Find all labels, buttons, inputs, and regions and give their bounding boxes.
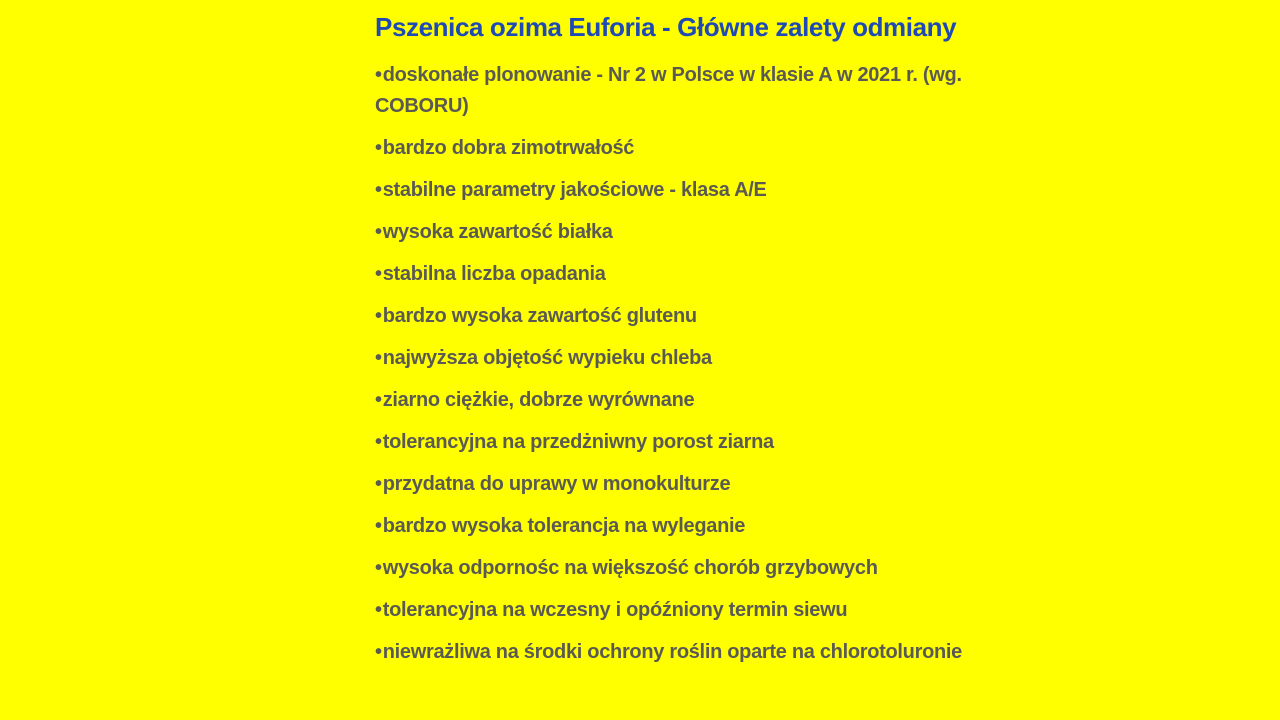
bullet-dot: • — [375, 179, 382, 201]
bullet-text: ziarno ciężkie, dobrze wyrównane — [382, 389, 695, 411]
bullet-text: niewrażliwa na środki ochrony roślin oparte na chlorotoluronie — [382, 641, 962, 663]
bullet-text: wysoka odpornośc na większość chorób grzybowych — [382, 557, 878, 579]
bullet-item — [375, 133, 1037, 164]
bullet-item — [375, 553, 1037, 584]
bullet-text: przydatna do uprawy w monokulturze — [382, 473, 731, 495]
bullet-dot: • — [375, 557, 382, 579]
bullet-dot: • — [375, 305, 382, 327]
bullet-dot: • — [375, 515, 382, 537]
bullet-text: tolerancyjna na wczesny i opóźniony termin siewu — [382, 599, 848, 621]
bullet-item — [375, 427, 1037, 458]
bullet-item — [375, 385, 1037, 416]
bullet-dot: • — [375, 263, 382, 285]
bullet-item — [375, 343, 1037, 374]
bullet-item — [375, 217, 1037, 248]
bullet-dot: • — [375, 473, 382, 495]
bullet-dot: • — [375, 641, 382, 663]
bullet-item — [375, 511, 1037, 542]
bullet-dot: • — [375, 64, 382, 86]
bullet-item — [375, 60, 1037, 122]
bullet-item — [375, 637, 1037, 668]
bullet-text: najwyższa objętość wypieku chleba — [382, 347, 712, 369]
bullet-text: bardzo wysoka zawartość glutenu — [382, 305, 697, 327]
bullet-item — [375, 175, 1037, 206]
bullet-item — [375, 595, 1037, 626]
bullet-item — [375, 469, 1037, 500]
bullet-text: wysoka zawartość białka — [382, 221, 613, 243]
bullet-text: tolerancyjna na przedżniwny porost ziarna — [382, 431, 774, 453]
bullet-item — [375, 301, 1037, 332]
page-title: Pszenica ozima Euforia - Główne zalety odmiany — [375, 12, 957, 42]
bullet-dot: • — [375, 389, 382, 411]
bullet-dot: • — [375, 599, 382, 621]
bullet-text: bardzo dobra zimotrwałość — [382, 137, 635, 159]
bullet-text: bardzo wysoka tolerancja na wyleganie — [382, 515, 746, 537]
bullet-item — [375, 259, 1037, 290]
bullet-list — [375, 60, 1037, 668]
bullet-dot: • — [375, 347, 382, 369]
bullet-text: stabilna liczba opadania — [382, 263, 606, 285]
slide-content — [375, 10, 1037, 679]
bullet-dot: • — [375, 431, 382, 453]
bullet-text: stabilne parametry jakościowe - klasa A/E — [382, 179, 767, 201]
bullet-text: doskonałe plonowanie - Nr 2 w Polsce w klasie A w 2021 r. (wg. COBORU) — [375, 64, 962, 117]
bullet-dot: • — [375, 221, 382, 243]
bullet-dot: • — [375, 137, 382, 159]
